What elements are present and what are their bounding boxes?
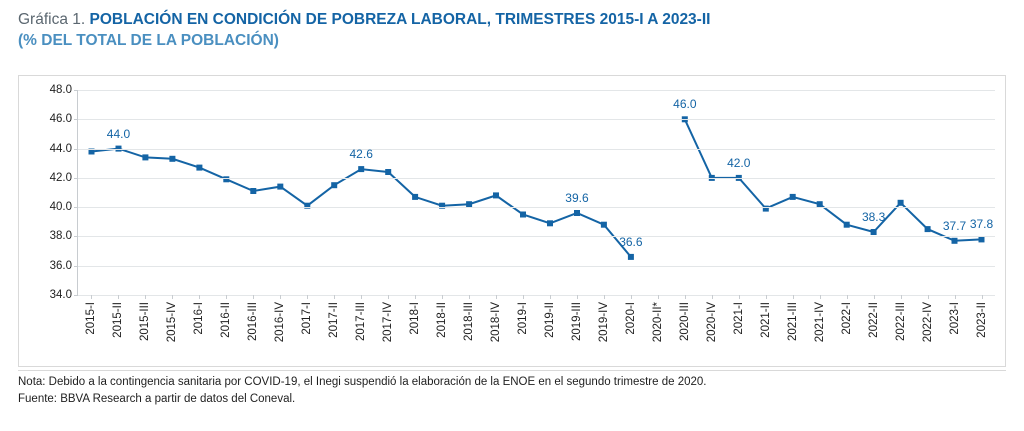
data-point-label: 42.0	[727, 155, 751, 170]
x-axis-tick-mark	[307, 295, 308, 299]
y-axis-tick-mark	[74, 266, 78, 267]
chart-title-line	[18, 10, 1008, 31]
x-axis-tick-mark	[901, 295, 902, 299]
x-axis-tick-mark	[361, 295, 362, 299]
x-axis-tick-mark	[145, 295, 146, 299]
gridline	[78, 149, 995, 150]
x-axis-tick-mark	[685, 295, 686, 299]
x-axis-tick-mark	[172, 295, 173, 299]
data-point-label: 46.0	[673, 97, 697, 112]
x-axis-tick-label: 2016-III	[247, 302, 260, 341]
chart-title-main: POBLACIÓN EN CONDICIÓN DE POBREZA LABORAL, TRIMESTRES 2015-I A 2023-II	[89, 11, 711, 28]
x-axis-tick-label: 2023-I	[948, 302, 961, 335]
x-axis-tick-mark	[442, 295, 443, 299]
data-point-label: 44.0	[106, 126, 131, 141]
x-axis-tick-label: 2019-IV	[597, 302, 610, 343]
x-axis-tick-mark	[658, 295, 659, 299]
y-axis-tick-label: 42.0	[49, 171, 72, 184]
x-axis-tick-label: 2015-II	[112, 302, 125, 338]
x-axis-tick-label: 2017-II	[328, 302, 341, 338]
chart-container	[18, 75, 1006, 367]
y-axis-tick-label: 44.0	[49, 142, 72, 155]
x-axis-tick-label: 2015-I	[85, 302, 98, 335]
x-axis-tick-label: 2017-III	[355, 302, 368, 341]
plot-area	[49, 84, 995, 343]
x-axis-tick-mark	[118, 295, 119, 299]
x-axis-tick-mark	[496, 295, 497, 299]
gridline	[78, 178, 995, 179]
footer-divider	[18, 370, 1006, 371]
y-axis-tick-label: 36.0	[49, 259, 72, 272]
gridline	[78, 119, 995, 120]
x-axis-tick-label: 2023-II	[975, 302, 988, 338]
x-axis-tick-label: 2021-I	[732, 302, 745, 335]
y-axis-tick-mark	[74, 149, 78, 150]
data-point-label: 39.6	[565, 191, 589, 205]
x-axis-tick-mark	[820, 295, 821, 299]
x-axis-tick-mark	[388, 295, 389, 299]
y-axis-tick-mark	[74, 178, 78, 179]
x-axis-tick-label: 2019-III	[570, 302, 583, 341]
gridline	[78, 90, 995, 91]
data-point-label: 38.3	[861, 210, 886, 225]
x-axis-tick-label: 2019-I	[517, 302, 529, 335]
x-axis-tick-mark	[226, 295, 227, 299]
x-axis-tick-mark	[550, 295, 551, 299]
chart-subtitle: (% DEL TOTAL DE LA POBLACIÓN)	[18, 31, 279, 49]
x-axis-tick-label: 2021-III	[786, 302, 799, 341]
x-axis-tick-label: 2018-IV	[490, 302, 503, 343]
x-axis-tick-mark	[766, 295, 767, 299]
y-axis-tick-mark	[74, 207, 78, 208]
data-point-label: 37.7	[942, 218, 967, 233]
chart-notes	[18, 374, 1008, 409]
x-axis-tick-mark	[253, 295, 254, 299]
x-axis-tick-mark	[739, 295, 740, 299]
x-axis-tick-label: 2020-IV	[705, 302, 718, 343]
data-point-label: 36.6	[619, 234, 643, 249]
x-axis-tick-mark	[523, 295, 524, 299]
x-axis-tick-mark	[199, 295, 200, 299]
y-axis-tick-label: 48.0	[49, 84, 72, 96]
x-axis-tick-mark	[847, 295, 848, 299]
source-text: Fuente: BBVA Research a partir de datos del Coneval.	[18, 393, 296, 406]
x-axis-tick-label: 2022-I	[840, 302, 853, 335]
x-axis-tick-mark	[631, 295, 632, 299]
gridline	[78, 266, 995, 267]
note-text: Nota: Debido a la contingencia sanitaria por COVID-19, el Inegi suspendió la elaboración de la ENOE en el segundo trimestre de 2020.	[18, 376, 707, 388]
x-axis-tick-label: 2022-III	[894, 302, 907, 341]
y-axis-tick-mark	[74, 295, 78, 296]
y-axis-tick-label: 40.0	[49, 201, 72, 214]
x-axis-tick-mark	[334, 295, 335, 299]
x-axis-tick-label: 2016-IV	[274, 302, 287, 343]
x-axis-tick-mark	[469, 295, 470, 299]
x-axis-tick-label: 2020-II*	[651, 302, 664, 343]
x-axis-tick-mark	[928, 295, 929, 299]
x-axis-tick-mark	[91, 295, 92, 299]
x-axis-tick-label: 2022-II	[867, 302, 880, 338]
data-point-label: 37.8	[969, 217, 994, 232]
gridline	[78, 236, 995, 237]
y-axis-tick-mark	[74, 236, 78, 237]
x-axis-tick-label: 2016-I	[193, 302, 206, 335]
x-axis-tick-mark	[712, 295, 713, 299]
data-point-label: 42.6	[349, 147, 373, 162]
x-axis-tick-label: 2020-I	[624, 302, 637, 335]
x-axis-tick-label: 2017-I	[301, 302, 314, 335]
x-axis-tick-label: 2017-IV	[382, 302, 395, 343]
x-axis-tick-label: 2020-III	[678, 302, 691, 341]
x-axis-tick-mark	[577, 295, 578, 299]
x-axis-tick-label: 2015-IV	[166, 302, 179, 343]
x-axis-tick-label: 2018-II	[436, 302, 449, 338]
chart-title-prefix: Gráfica 1.	[18, 11, 86, 28]
x-axis-tick-mark	[280, 295, 281, 299]
x-axis-tick-mark	[955, 295, 956, 299]
x-axis-tick-mark	[982, 295, 983, 299]
y-axis-tick-mark	[74, 119, 78, 120]
x-axis-tick-mark	[415, 295, 416, 299]
x-axis-tick-mark	[793, 295, 794, 299]
gridline	[78, 295, 995, 296]
x-axis-tick-label: 2018-III	[463, 302, 476, 341]
x-axis-tick-mark	[604, 295, 605, 299]
x-axis-tick-label: 2021-II	[759, 302, 772, 338]
chart-title-block	[18, 10, 1008, 52]
x-axis-tick-label: 2015-III	[139, 302, 152, 341]
gridline	[78, 207, 995, 208]
x-axis-tick-label: 2016-II	[220, 302, 233, 338]
x-axis-tick-label: 2018-I	[409, 302, 422, 335]
y-axis-tick-mark	[74, 90, 78, 91]
x-axis-tick-label: 2019-II	[543, 302, 556, 338]
x-axis-tick-label: 2021-IV	[813, 302, 826, 343]
y-axis-tick-label: 34.0	[49, 289, 72, 301]
y-axis-tick-label: 38.0	[49, 230, 72, 243]
x-axis-tick-label: 2022-IV	[921, 302, 934, 343]
x-axis-tick-mark	[874, 295, 875, 299]
y-axis-tick-label: 46.0	[49, 113, 72, 126]
